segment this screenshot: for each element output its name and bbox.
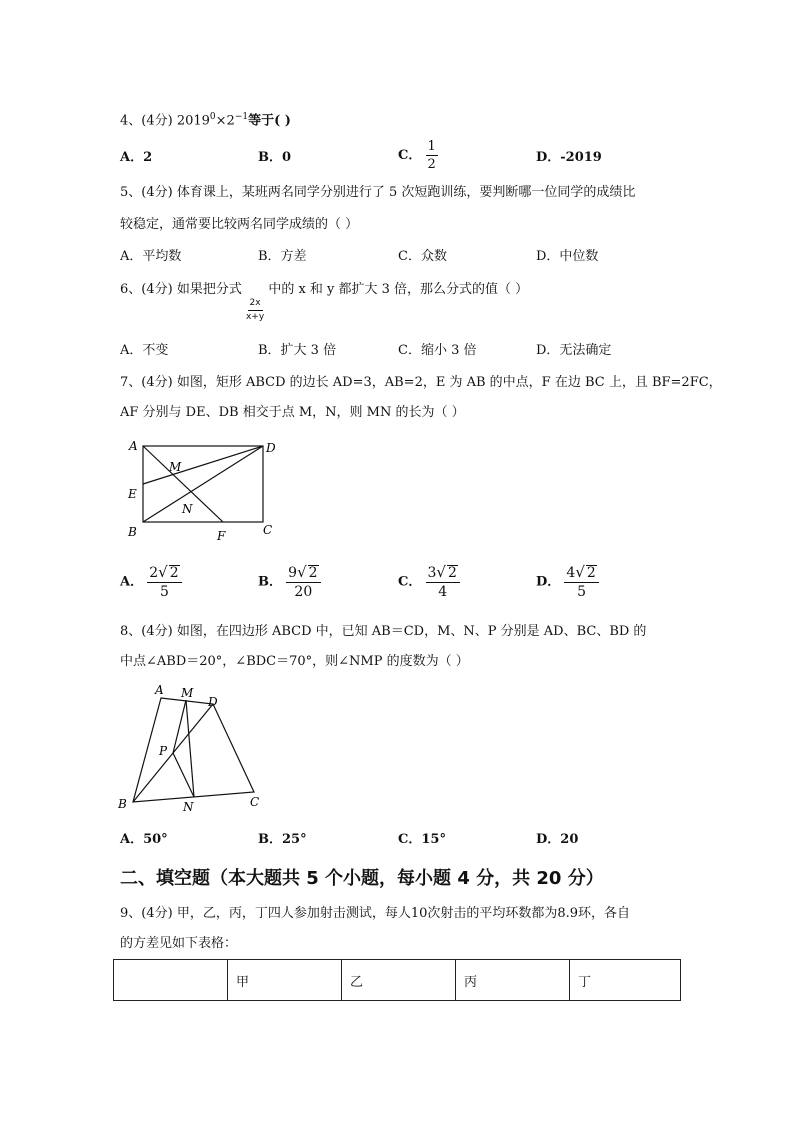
table-header-cell bbox=[114, 960, 228, 1001]
q4-exp0: 0 bbox=[209, 112, 216, 122]
q6-option-b[interactable]: B．扩大 3 倍 bbox=[258, 343, 337, 358]
q7-option-b[interactable]: B． $\frac{9√ 2}{20}$ bbox=[258, 565, 321, 599]
q7-rectangle-figure bbox=[115, 432, 290, 547]
q9-line1: 9、(4分) 甲，乙，丙，丁四人参加射击测试，每人10次射击的平均环数都为8.9环，各自 bbox=[120, 906, 631, 921]
q8-option-c[interactable]: C．15° bbox=[398, 832, 446, 847]
label-n: N bbox=[182, 502, 193, 516]
label-c: C bbox=[263, 523, 273, 537]
line-de bbox=[143, 446, 263, 484]
q4-option-a[interactable]: A．2 bbox=[120, 150, 153, 165]
q4-exp1: −1 bbox=[234, 112, 249, 122]
section-2-title: 二、填空题（本大题共 5 个小题，每小题 4 分，共 20 分） bbox=[120, 868, 604, 889]
q7-line2: AF 分别与 DE、DB 相交于点 M，N，则 MN 的长为（ ） bbox=[120, 405, 465, 420]
line-db bbox=[143, 446, 263, 522]
label-a: A bbox=[129, 439, 138, 453]
label-d: D bbox=[266, 441, 276, 455]
q8-option-d[interactable]: D．20 bbox=[536, 832, 579, 847]
label-f: F bbox=[217, 529, 226, 543]
table-header-cell: 乙 bbox=[342, 960, 456, 1001]
q4-option-c-fraction: $\frac{1}{2}$ bbox=[427, 139, 436, 172]
q4-times: ×2 bbox=[215, 113, 235, 129]
table-header-cell: 丁 bbox=[570, 960, 681, 1001]
label-b: B bbox=[118, 797, 127, 811]
question-6 bbox=[120, 280, 528, 322]
label-a: A bbox=[155, 683, 164, 697]
label-p: P bbox=[159, 744, 168, 758]
table-header-cell: 丙 bbox=[456, 960, 570, 1001]
q9-line2: 的方差见如下表格： bbox=[120, 936, 238, 951]
q5-line2: 较稳定，通常要比较两名同学成绩的（ ） bbox=[120, 217, 359, 232]
q6-fraction: $\frac{2x}{x+y}$ bbox=[245, 298, 265, 322]
q5-option-d[interactable]: D．中位数 bbox=[536, 249, 599, 264]
q7-option-b-fraction: $\frac{9√ 2}{20}$ bbox=[286, 565, 320, 599]
q7-option-c-fraction: $\frac{3√ 2}{4}$ bbox=[426, 565, 460, 599]
q4-base: 2019 bbox=[176, 113, 210, 129]
label-b: B bbox=[128, 525, 137, 539]
q4-option-d[interactable]: D．-2019 bbox=[536, 150, 602, 165]
q8-line2: 中点∠ABD＝20°，∠BDC＝70°，则∠NMP 的度数为（ ） bbox=[120, 654, 469, 669]
q8-option-a[interactable]: A．50° bbox=[120, 832, 168, 847]
q5-option-c[interactable]: C．众数 bbox=[398, 249, 447, 264]
q4-option-b[interactable]: B．0 bbox=[258, 150, 292, 165]
q4-suffix: 等于( ) bbox=[248, 113, 291, 129]
q6-option-c[interactable]: C．缩小 3 倍 bbox=[398, 343, 477, 358]
table-header-cell: 甲 bbox=[228, 960, 342, 1001]
q4-option-c-label: C． bbox=[398, 148, 422, 163]
q9-variance-table bbox=[113, 959, 681, 1001]
label-n: N bbox=[183, 800, 194, 814]
q6-option-d[interactable]: D．无法确定 bbox=[536, 343, 612, 358]
label-c: C bbox=[250, 795, 260, 809]
q4-prefix: 4、(4分) bbox=[120, 113, 173, 129]
label-e: E bbox=[128, 487, 137, 501]
q4-option-c[interactable] bbox=[398, 140, 438, 171]
q8-option-b[interactable]: B．25° bbox=[258, 832, 307, 847]
q8-line1: 8、(4分) 如图，在四边形 ABCD 中，已知 AB＝CD，M、N、P 分别是 AD、BC、BD 的 bbox=[120, 624, 647, 639]
q7-option-c[interactable]: C． $\frac{3√ 2}{4}$ bbox=[398, 565, 460, 599]
q7-option-d-fraction: $\frac{4√ 2}{5}$ bbox=[564, 565, 598, 599]
q6-prefix: 6、(4分) 如果把分式 bbox=[120, 282, 242, 297]
q5-option-a[interactable]: A．平均数 bbox=[120, 249, 182, 264]
q6-option-a[interactable]: A．不变 bbox=[120, 343, 169, 358]
label-m: M bbox=[169, 460, 182, 474]
q7-option-a[interactable]: A． $\frac{2√ 2}{5}$ bbox=[120, 565, 182, 599]
q5-line1: 5、(4分) 体育课上，某班两名同学分别进行了 5 次短跑训练，要判断哪一位同学的成绩比 bbox=[120, 185, 636, 200]
q8-quadrilateral-figure bbox=[112, 680, 272, 816]
label-d: D bbox=[208, 695, 218, 709]
q6-suffix: 中的 x 和 y 都扩大 3 倍，那么分式的值（ ） bbox=[268, 282, 529, 297]
table-row bbox=[114, 960, 681, 1001]
q7-line1: 7、(4分) 如图，矩形 ABCD 的边长 AD=3，AB=2，E 为 AB 的中点，F 在边 BC 上，且 BF=2FC， bbox=[120, 375, 722, 390]
q7-option-d[interactable]: D． $\frac{4√ 2}{5}$ bbox=[536, 565, 599, 599]
label-m: M bbox=[181, 686, 194, 700]
question-4 bbox=[120, 107, 291, 131]
q5-option-b[interactable]: B．方差 bbox=[258, 249, 307, 264]
q7-option-a-fraction: $\frac{2√ 2}{5}$ bbox=[147, 565, 181, 599]
